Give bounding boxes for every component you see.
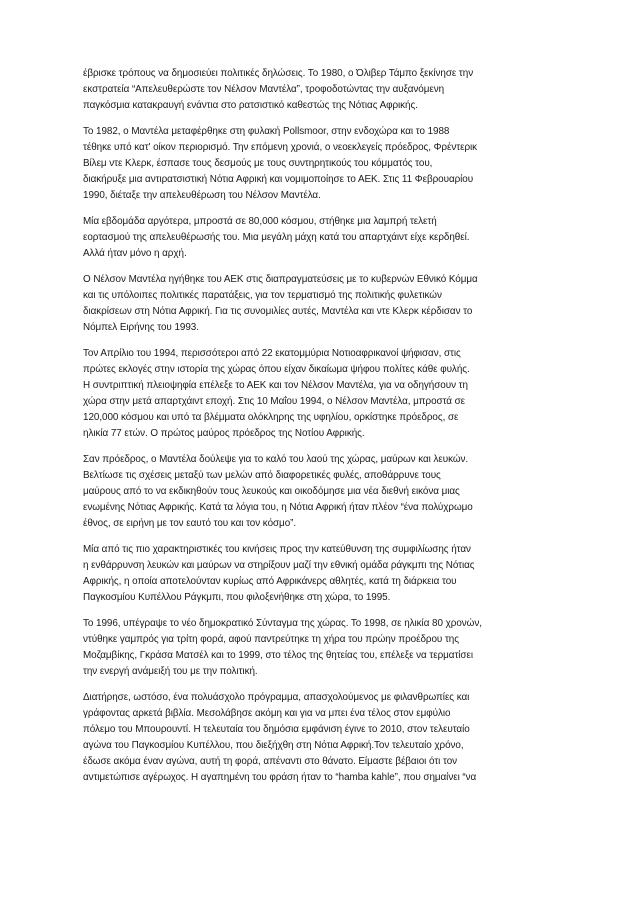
text-line: Το 1982, ο Μαντέλα μεταφέρθηκε στη φυλακή Pollsmoor, στην ενδοχώρα και το 1988: [83, 126, 450, 137]
text-line: παγκόσμια κατακραυγή ενάντια στο ρατσιστικό καθεστώς της Νότιας Αφρικής.: [83, 100, 418, 111]
paragraph: [83, 452, 561, 532]
paragraph: [83, 542, 561, 606]
text-line: Παγκοσμίου Κυπέλλου Ράγκμπι, που φιλοξενήθηκε στη χώρα, το 1995.: [83, 592, 391, 603]
text-line: την ενεργή ανάμειξή του με την πολιτική.: [83, 666, 258, 677]
paragraph: [83, 616, 561, 680]
text-line: Σαν πρόεδρος, ο Μαντέλα δούλεψε για το καλό του λαού της χώρας, μαύρων και λευκών.: [83, 454, 469, 465]
paragraph: [83, 124, 561, 204]
text-line: Τον Απρίλιο του 1994, περισσότεροι από 22 εκατομμύρια Νοτιοαφρικανοί ψήφισαν, στις: [83, 348, 461, 359]
text-line: έβρισκε τρόπους να δημοσιεύει πολιτικές δηλώσεις. Το 1980, ο Όλιβερ Τάμπο ξεκίνησε την: [83, 68, 474, 79]
text-line: 1990, διέταξε την απελευθέρωση του Νέλσον Μαντέλα.: [83, 190, 321, 201]
text-line: Βελτίωσε τις σχέσεις μεταξύ των μελών από διαφορετικές φυλές, αποθάρρυνε τους: [83, 470, 441, 481]
text-line: χώρα στην μετά απαρτχάιντ εποχή. Στις 10 Μαΐου 1994, ο Νέλσον Μαντέλα, μπροστά σε: [83, 396, 466, 407]
text-line: και τις υπόλοιπες πολιτικές παρατάξεις, για τον τερματισμό της πολιτικής φυλετικών: [83, 290, 442, 301]
text-line: γράφοντας αρκετά βιβλία. Μεσολάβησε ακόμη και για να μπει ένα τέλος στον εμφύλιο: [83, 708, 451, 719]
text-line: τέθηκε υπό κατ' οίκον περιορισμό. Την επόμενη χρονιά, ο νεοεκλεγείς πρόεδρος, Φρέντερικ: [83, 142, 478, 153]
text-line: διακρίσεων στη Νότια Αφρική. Για τις συνομιλίες αυτές, Μαντέλα και ντε Κλερκ κέρδισαν το: [83, 306, 473, 317]
text-line: ντύθηκε γαμπρός για τρίτη φορά, αφού παντρεύτηκε τη χήρα του πρώην προέδρου της: [83, 634, 459, 645]
text-line: ενωμένης Νότιας Αφρικής. Κατά τα λόγια του, η Νότια Αφρική ήταν πλέον “ένα πολύχρωμο: [83, 502, 473, 513]
text-line: Αφρικής, η οποία αποτελούνταν κυρίως από Αφρικάνερς αθλητές, κατά τη διάρκεια του: [83, 576, 457, 587]
text-line: πόλεμο του Μπουρουντί. Η τελευταία του δημόσια εμφάνιση έγινε το 2010, στον τελευταίο: [83, 724, 470, 735]
text-line: Μία εβδομάδα αργότερα, μπροστά σε 80,000 κόσμου, στήθηκε μια λαμπρή τελετή: [83, 216, 437, 227]
paragraph: [83, 272, 561, 336]
text-line: έδωσε ακόμα έναν αγώνα, αυτή τη φορά, απέναντι στο θάνατο. Είμαστε βέβαιοι ότι τον: [83, 756, 458, 767]
text-line: εορτασμού της απελευθέρωσής του. Μια μεγάλη μάχη κατά του απαρτχάιντ είχε κερδηθεί.: [83, 232, 470, 243]
paragraph: [83, 346, 561, 442]
text-line: αγώνα του Παγκοσμίου Κυπέλλου, που διεξήχθη στη Νότια Αφρική.Τον τελευταίο χρόνο,: [83, 740, 464, 751]
text-line: Αλλά ήταν μόνο η αρχή.: [83, 248, 187, 259]
text-line: ηλικία 77 ετών. Ο πρώτος μαύρος πρόεδρος της Νοτίου Αφρικής.: [83, 428, 365, 439]
paragraph: [83, 66, 561, 114]
text-line: Νόμπελ Ειρήνης του 1993.: [83, 322, 199, 333]
text-line: αντιμετώπισε αγέρωχος. Η αγαπημένη του φράση ήταν το “hamba kahle”, που σημαίνει “να: [83, 772, 477, 783]
paragraph: [83, 214, 561, 262]
document-body: [83, 66, 561, 796]
text-line: Ο Νέλσον Μαντέλα ηγήθηκε του ΑΕΚ στις διαπραγματεύσεις με το κυβερνών Εθνικό Κόμμα: [83, 274, 478, 285]
text-line: έθνος, σε ειρήνη με τον εαυτό του και τον κόσμο”.: [83, 518, 297, 529]
text-line: διακήρυξε μια αντιρατσιστική Νότια Αφρική και νομιμοποίησε το ΑΕΚ. Στις 11 Φεβρουαρίου: [83, 174, 474, 185]
text-line: πρώτες εκλογές στην ιστορία της χώρας όπου είχαν δικαίωμα ψήφου πολίτες κάθε φυλής.: [83, 364, 470, 375]
text-line: Η συντριπτική πλειοψηφία επέλεξε το ΑΕΚ και τον Νέλσον Μαντέλα, για να οδηγήσουν τη: [83, 380, 468, 391]
text-line: η ενθάρρυνση λευκών και μαύρων να στηρίξουν μαζί την εθνική ομάδα ράγκμπι της Νότιας: [83, 560, 475, 571]
text-line: 120,000 κόσμου και υπό τα βλέμματα ολόκληρης της υφηλίου, ορκίστηκε πρόεδρος, σε: [83, 412, 459, 423]
paragraph: [83, 690, 561, 786]
text-line: Μοζαμβίκης, Γκράσα Ματσέλ και το 1999, στο τέλος της θητείας του, επέλεξε να τερματίσει: [83, 650, 473, 661]
text-line: Το 1996, υπέγραψε το νέο δημοκρατικό Σύνταγμα της χώρας. Το 1998, σε ηλικία 80 χρονών,: [83, 618, 482, 629]
text-line: εκστρατεία “Απελευθερώστε τον Νέλσον Μαντέλα”, τροφοδοτώντας την αυξανόμενη: [83, 84, 445, 95]
text-line: Βίλεμ ντε Κλερκ, έσπασε τους δεσμούς με τους συντηρητικούς του κόμματός του,: [83, 158, 433, 169]
text-line: μαύρους από το να εκδικηθούν τους λευκούς και οικοδόμησε μια νέα διεθνή εικόνα μιας: [83, 486, 460, 497]
text-line: Μία από τις πιο χαρακτηριστικές του κινήσεις προς την κατεύθυνση της συμφιλίωσης ήταν: [83, 544, 471, 555]
text-line: Διατήρησε, ωστόσο, ένα πολυάσχολο πρόγραμμα, απασχολούμενος με φιλανθρωπίες και: [83, 692, 470, 703]
